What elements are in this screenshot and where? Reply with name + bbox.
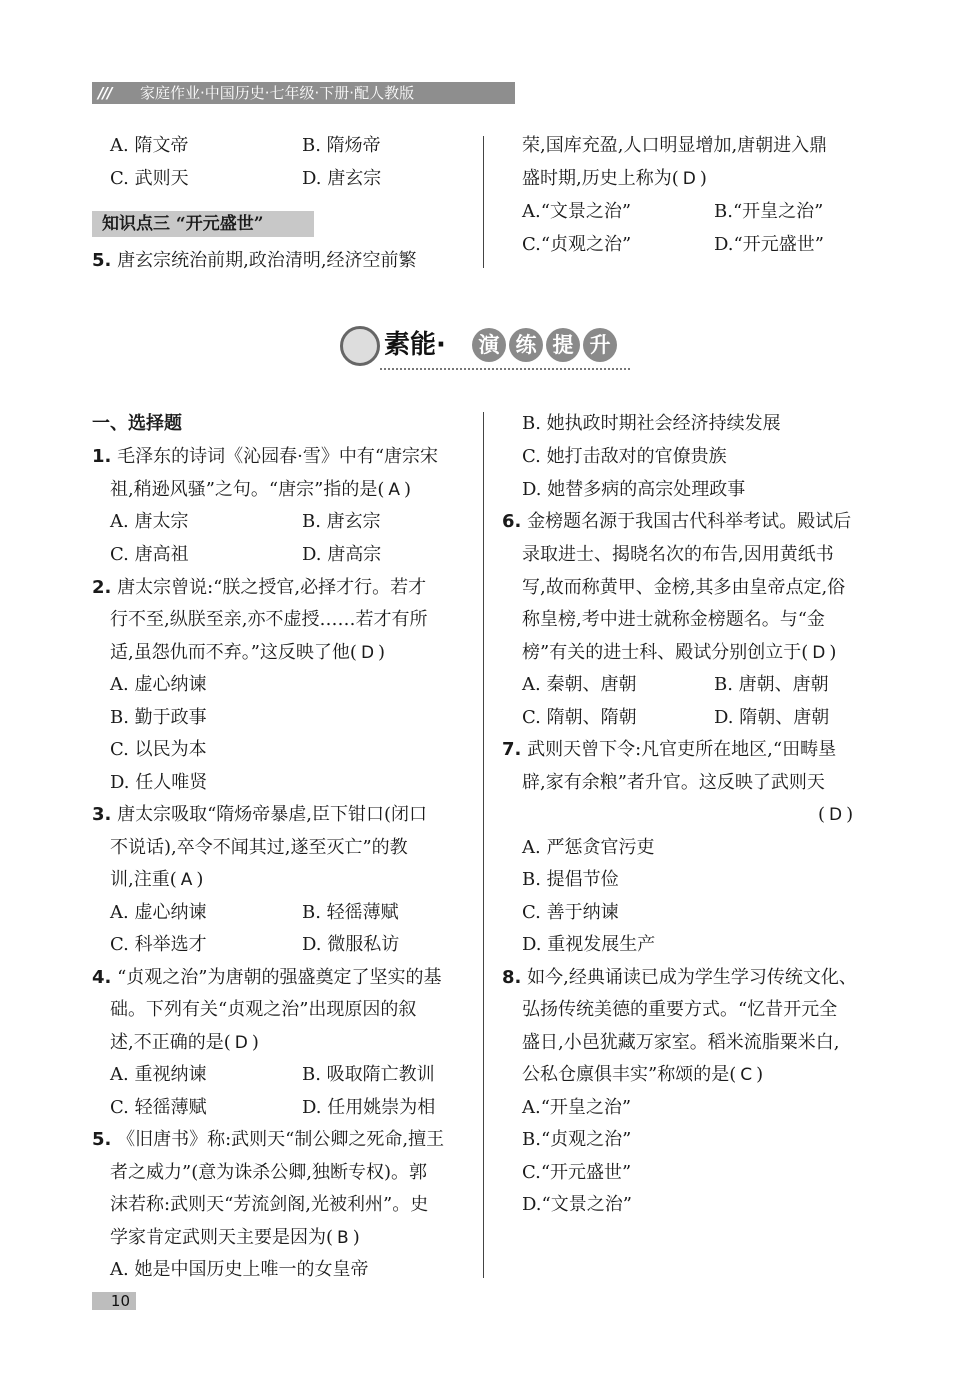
- option-d: D. 唐高宗: [302, 544, 382, 565]
- option-b: B. 唐玄宗: [302, 511, 381, 532]
- question-4: [92, 966, 442, 990]
- question-1: [92, 445, 438, 469]
- question-number: 4.: [92, 967, 112, 988]
- knowledge-point-heading: 知识点三 “开元盛世”: [92, 211, 314, 237]
- question-number: 8.: [502, 967, 522, 988]
- question-5-top: [92, 249, 417, 273]
- option-b: B. 隋炀帝: [302, 135, 381, 156]
- question-text-line: [522, 641, 836, 665]
- option-d: D. 重视发展生产: [522, 934, 656, 955]
- option-c: C.“贞观之治”: [522, 234, 632, 255]
- option-a: A. 秦朝、唐朝: [522, 674, 637, 695]
- question-text: 适,虽怨仇而不弃。”这反映了他(: [110, 642, 357, 663]
- option-d: D. 她替多病的高宗处理政事: [522, 479, 746, 500]
- column-divider: [483, 412, 484, 1278]
- answer-mark: D: [812, 643, 826, 663]
- option-c: C. 以民为本: [110, 739, 207, 760]
- section-char: 升: [583, 328, 617, 362]
- option-d: D.“开元盛世”: [714, 234, 824, 255]
- option-a: A. 严惩贪官污吏: [522, 837, 655, 858]
- option-c: C. 唐高祖: [110, 544, 189, 565]
- question-text: 毛泽东的诗词《沁园春·雪》中有“唐宗宋: [117, 446, 439, 467]
- paren-close: ): [352, 1227, 360, 1248]
- question-text: 训,注重(: [110, 869, 177, 890]
- question-text: 盛时期,历史上称为(: [522, 168, 679, 189]
- question-text: 唐太宗吸取“隋炀帝暴虐,臣下钳口(闭口: [117, 804, 428, 825]
- option-c: C. 她打击敌对的官僚贵族: [522, 446, 727, 467]
- header-title: 家庭作业·中国历史·七年级·下册·配人教版: [140, 84, 415, 102]
- question-text: 唐太宗曾说:“朕之授官,必择才行。若才: [117, 577, 427, 598]
- paren-close: ): [404, 479, 412, 500]
- question-3: [92, 803, 427, 827]
- question-5: [92, 1128, 444, 1152]
- question-text-line: 础。下列有关“贞观之治”出现原因的叙: [110, 999, 417, 1020]
- answer-mark: B: [337, 1228, 349, 1248]
- option-c: C. 武则天: [110, 168, 189, 189]
- question-text: 如今,经典诵读已成为学生学习传统文化、: [527, 967, 857, 988]
- question-text-line: 者之威力”(意为诛杀公卿,独断专权)。郭: [110, 1162, 427, 1183]
- question-number: 7.: [502, 739, 522, 760]
- option-b: B. 唐朝、唐朝: [714, 674, 829, 695]
- option-b: B. 吸取隋亡教训: [302, 1064, 435, 1085]
- option-a: A. 虚心纳谏: [110, 674, 207, 695]
- question-text-line: [110, 1031, 259, 1055]
- answer-mark: C: [740, 1065, 753, 1085]
- question-number: 5.: [92, 1129, 112, 1150]
- question-number: 2.: [92, 577, 112, 598]
- question-text: 武则天曾下令:凡官吏所在地区,“田畴垦: [527, 739, 837, 760]
- question-text-line: 沫若称:武则天“芳流剑阁,光被利州”。史: [110, 1194, 429, 1215]
- paren-close: ): [846, 804, 854, 825]
- option-d: D. 微服私访: [302, 934, 400, 955]
- question-text-line: [110, 1226, 360, 1250]
- option-b: B.“贞观之治”: [522, 1129, 632, 1150]
- section-title-text: 素能·: [384, 330, 446, 360]
- answer-bracket: [818, 803, 853, 827]
- question-7: [502, 738, 836, 762]
- answer-mark: D: [829, 805, 843, 825]
- question-text: 公私仓廪俱丰实”称颂的是(: [522, 1064, 737, 1085]
- question-text-line: 录取进士、揭晓名次的布告,因用黄纸书: [522, 544, 834, 565]
- question-number: 3.: [92, 804, 112, 825]
- section-char: 演: [472, 328, 506, 362]
- option-a: A. 虚心纳谏: [110, 902, 207, 923]
- question-text-line: [522, 1063, 763, 1087]
- question-text-line: 行不至,纵朕至亲,亦不虚授……若才有所: [110, 609, 428, 630]
- question-text: 金榜题名源于我国古代科举考试。殿试后: [527, 511, 852, 532]
- option-a: A.“文景之治”: [522, 201, 632, 222]
- paren-close: ): [251, 1032, 259, 1053]
- question-text-line: 称皇榜,考中进士就称金榜题名。与“金: [522, 609, 825, 630]
- header-slashes: ///: [98, 84, 112, 102]
- option-a: A. 她是中国历史上唯一的女皇帝: [110, 1259, 369, 1280]
- section-underline: [380, 368, 630, 370]
- option-c: C. 隋朝、隋朝: [522, 707, 637, 728]
- question-6: [502, 510, 851, 534]
- question-text: “贞观之治”为唐朝的强盛奠定了坚实的基: [117, 967, 442, 988]
- option-c: C. 科举选才: [110, 934, 207, 955]
- question-8: [502, 966, 857, 990]
- answer-mark: A: [388, 480, 400, 500]
- book-icon: [340, 326, 380, 366]
- question-text: 祖,稍逊风骚”之句。“唐宗”指的是(: [110, 479, 385, 500]
- option-d: D. 唐玄宗: [302, 168, 382, 189]
- question-2: [92, 576, 426, 600]
- answer-mark: D: [682, 169, 696, 189]
- question-text-line: 辟,家有余粮”者升官。这反映了武则天: [522, 772, 825, 793]
- option-a: A. 隋文帝: [110, 135, 189, 156]
- paren-close: ): [378, 642, 386, 663]
- option-d: D. 隋朝、唐朝: [714, 707, 830, 728]
- option-b: B. 轻徭薄赋: [302, 902, 399, 923]
- answer-mark: D: [234, 1033, 248, 1053]
- question-text-line: [110, 641, 385, 665]
- option-b: B. 提倡节俭: [522, 869, 619, 890]
- paren-close: ): [756, 1064, 764, 1085]
- question-text-line: 弘扬传统美德的重要方式。“忆昔开元全: [522, 999, 838, 1020]
- section-char: 提: [546, 328, 580, 362]
- option-a: A. 唐太宗: [110, 511, 189, 532]
- question-number: 6.: [502, 511, 522, 532]
- answer-mark: A: [180, 870, 193, 890]
- option-b: B.“开皇之治”: [714, 201, 824, 222]
- paren-close: ): [196, 869, 204, 890]
- paren-close: ): [699, 168, 707, 189]
- paren-close: ): [829, 642, 837, 663]
- question-text-line: 不说话),卒令不闻其过,遂至灭亡”的教: [110, 837, 408, 858]
- option-d: D. 任人唯贤: [110, 772, 208, 793]
- question-text-line: 写,故而称黄甲、金榜,其多由皇帝点定,俗: [522, 577, 846, 598]
- option-a: A. 重视纳谏: [110, 1064, 207, 1085]
- question-number: 1.: [92, 446, 112, 467]
- running-header: [92, 82, 515, 104]
- option-b: B. 勤于政事: [110, 707, 207, 728]
- option-c: C. 轻徭薄赋: [110, 1097, 207, 1118]
- question-text-line: 盛日,小邑犹藏万家室。稻米流脂粟米白,: [522, 1032, 840, 1053]
- answer-mark: D: [360, 643, 375, 663]
- option-c: C.“开元盛世”: [522, 1162, 632, 1183]
- option-b: B. 她执政时期社会经济持续发展: [522, 413, 781, 434]
- question-text: 述,不正确的是(: [110, 1032, 231, 1053]
- option-d: D.“文景之治”: [522, 1194, 632, 1215]
- page-number: 10: [92, 1292, 136, 1310]
- paren-open: (: [818, 804, 826, 825]
- question-text-line: [110, 478, 411, 502]
- section-title: [340, 322, 630, 370]
- question-text-line: [522, 167, 707, 191]
- option-d: D. 任用姚崇为相: [302, 1097, 436, 1118]
- question-number: 5.: [92, 250, 112, 271]
- column-divider: [483, 136, 484, 268]
- question-text-line: [110, 868, 203, 892]
- question-text: 学家肯定武则天主要是因为(: [110, 1227, 334, 1248]
- question-text: 唐玄宗统治前期,政治清明,经济空前繁: [117, 250, 417, 271]
- section-char: 练: [509, 328, 543, 362]
- question-text: 《旧唐书》称:武则天“制公卿之死命,擅王: [117, 1129, 445, 1150]
- option-c: C. 善于纳谏: [522, 902, 619, 923]
- option-a: A.“开皇之治”: [522, 1097, 632, 1118]
- section-heading: 一、选择题: [92, 413, 182, 434]
- question-text: 榜”有关的进士科、殿试分别创立于(: [522, 642, 809, 663]
- question-text-line: 荣,国库充盈,人口明显增加,唐朝进入鼎: [522, 135, 828, 156]
